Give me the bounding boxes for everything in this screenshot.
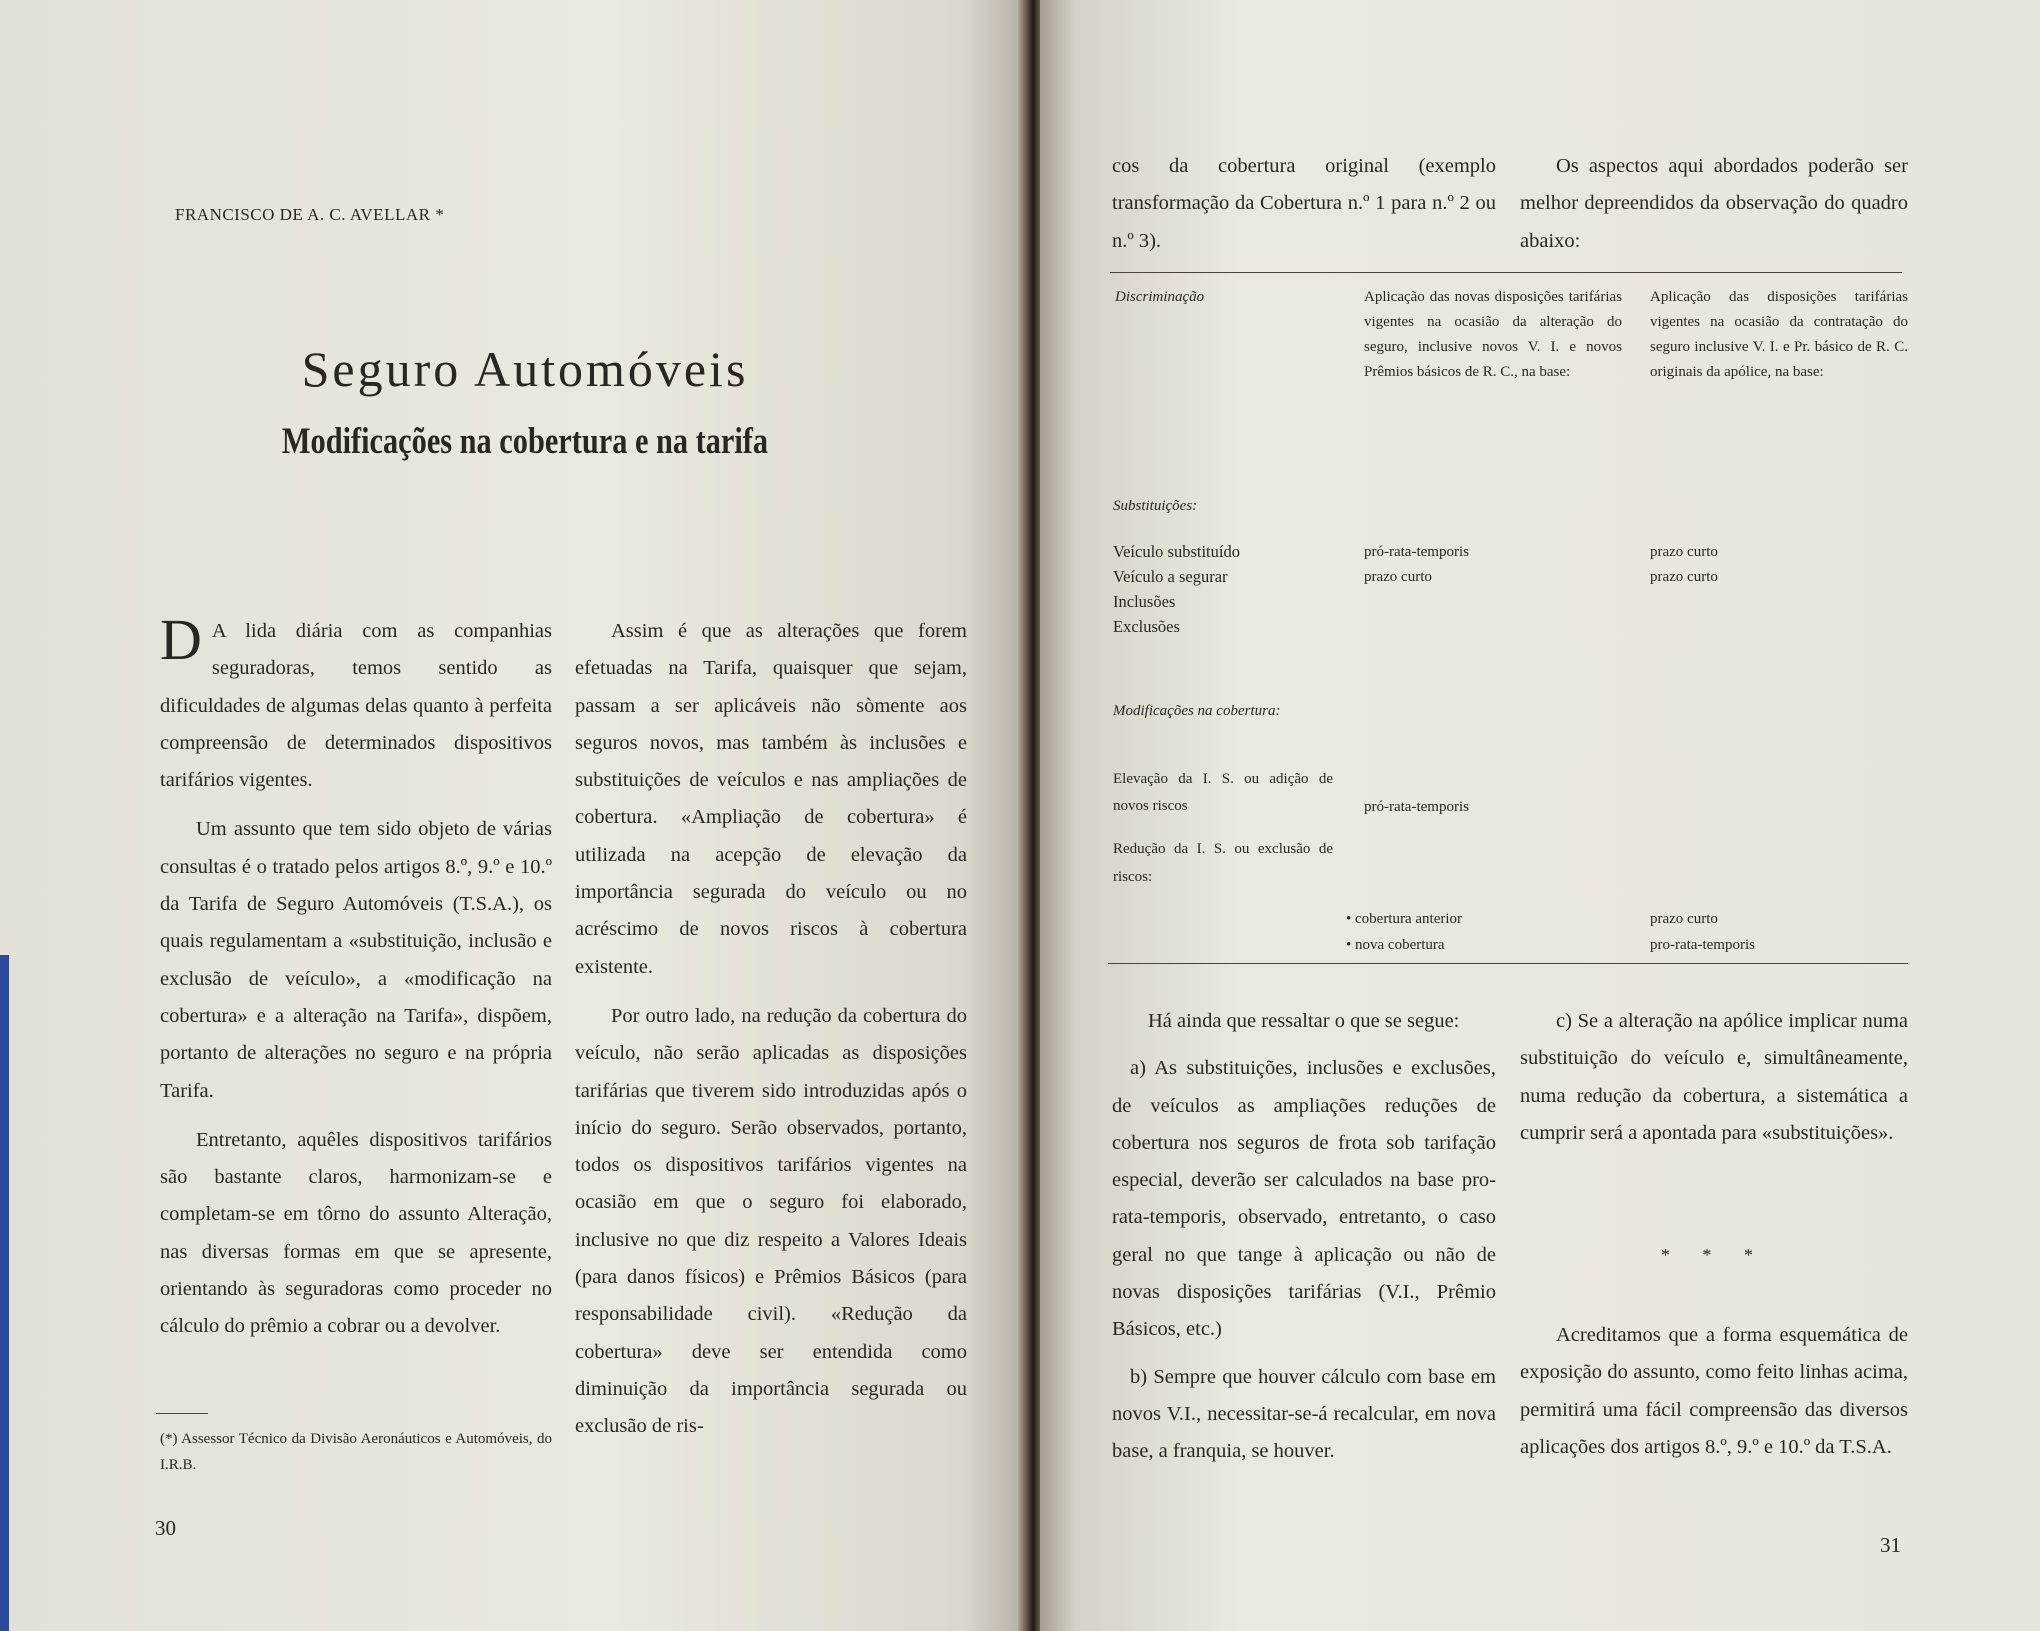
drop-cap: D <box>160 607 202 672</box>
left-column-1 <box>160 607 552 1346</box>
article-subtitle: Modificações na cobertura e na tarifa <box>281 421 769 462</box>
row-veiculo-substituido: Veículo substituído <box>1113 542 1240 561</box>
paragraph: Por outro lado, na redução da cobertura do veículo, não serão aplicadas as disposições tarifárias que tiverem sido introduzidas após o início do seguro. Serão observados, portanto, todos os dispositivos tarifários vigentes na ocasião em que o seguro foi elaborado, inclusive no que diz respeito a Valores Ideais (para danos físicos) e Prêmios Básicos (para responsabilidade civil). «Redução da cobertura» deve ser entendida como diminuição da importância segurada ou exclusão de ris- <box>575 1004 967 1438</box>
footnote-rule <box>156 1413 208 1414</box>
page-edge-strip <box>0 955 9 1631</box>
cell-red-col3-a: prazo curto <box>1650 911 1718 927</box>
paragraph: c) Se a alteração na apólice implicar numa substituição do veículo e, simultâneamente, numa redução da cobertura, a sistemática a cumprir será a apontada para «substituições». <box>1520 1010 1908 1144</box>
right-column-2 <box>1520 1003 1908 1152</box>
author-line: FRANCISCO DE A. C. AVELLAR * <box>175 205 445 224</box>
section-stars: * * * <box>1661 1245 1767 1265</box>
cell-sub-col2-b: prazo curto <box>1364 569 1432 585</box>
table-header-originais: Aplicação das disposições tarifárias vigentes na ocasião da contratação do seguro inclusive V. I. e Pr. básico de R. C. originais da apólice, na base: <box>1650 289 1908 380</box>
row-reducao: Redução da I. S. ou exclusão de riscos: <box>1113 841 1333 885</box>
row-inclusoes: Inclusões <box>1113 592 1176 611</box>
paragraph: Há ainda que ressaltar o que se segue: <box>1148 1010 1460 1032</box>
paragraph: b) Sempre que houver cálculo com base em novos V.I., necessitar-se-á recalcular, em nova base, a franquia, se houver. <box>1112 1365 1496 1463</box>
paragraph: Acreditamos que a forma esquemática de exposição do assunto, como feito linhas acima, permitirá uma fácil compreensão das diversos aplicações dos artigos 8.º, 9.º e 10.º da T.S.A. <box>1520 1324 1908 1458</box>
paragraph-text: A lida diária com as companhias seguradoras, temos sentido as dificuldades de algumas delas quanto à perfeita compreensão de determinados dispositivos tarifários vigentes. <box>160 620 552 792</box>
cell-sub-col2-a: pró-rata-temporis <box>1364 544 1469 560</box>
book-gutter <box>1018 0 1040 1631</box>
table-bottom-rule <box>1108 963 1908 964</box>
right-top-left-text <box>1112 148 1496 260</box>
cell-sub-col3-b: prazo curto <box>1650 569 1718 585</box>
paragraph: Entretanto, aquêles dispositivos tarifários são bastante claros, harmonizam-se e completam-se em tôrno do assunto Alteração, nas diversas formas em que se apresente, orientando às seguradoras como proceder no cálculo do prêmio a cobrar ou a devolver. <box>160 1128 552 1338</box>
cell-red-col2-a: • cobertura anterior <box>1346 911 1463 927</box>
page-number-right: 31 <box>1880 1533 1901 1557</box>
paragraph: Assim é que as alterações que forem efetuadas na Tarifa, quaisquer que sejam, passam a ser aplicáveis não sòmente aos seguros novos, mas também às inclusões e substituições de veículos e nas ampliações de cobertura. «Ampliação de cobertura» é utilizada na acepção de elevação da importância segurada do veículo ou no acréscimo de novos riscos à cobertura existente. <box>575 620 967 978</box>
right-column-2-bottom <box>1520 1317 1908 1466</box>
section-modificacoes: Modificações na cobertura: <box>1113 703 1281 719</box>
row-exclusoes: Exclusões <box>1113 617 1180 636</box>
cell-sub-col3-a: prazo curto <box>1650 544 1718 560</box>
right-column-1 <box>1112 1003 1496 1471</box>
paragraph <box>160 607 552 799</box>
page-number-left: 30 <box>155 1516 176 1540</box>
paragraph: Os aspectos aqui abordados poderão ser melhor depreendidos da observação do quadro abaixo: <box>1520 155 1908 252</box>
table-top-rule <box>1110 272 1902 273</box>
cell-elev-col2: pró-rata-temporis <box>1364 799 1469 815</box>
row-veiculo-a-segurar: Veículo a segurar <box>1113 567 1228 586</box>
section-substituicoes: Substituições: <box>1113 498 1198 514</box>
right-top-right-text <box>1520 148 1908 260</box>
article-title: Seguro Automóveis <box>301 341 749 397</box>
left-column-2 <box>575 613 967 1446</box>
table-header-discriminacao: Discriminação <box>1115 289 1205 305</box>
row-elevacao: Elevação da I. S. ou adição de novos riscos <box>1113 771 1333 814</box>
paragraph: a) As substituições, inclusões e exclusões, de veículos as ampliações reduções de cobertura nos seguros de frota sob tarifação especial, deverão ser calculados na base pro-rata-temporis, observado, entretanto, o caso geral no que tange à aplicação ou não de novas disposições tarifárias (V.I., Prêmio Básicos, etc.) <box>1112 1057 1496 1341</box>
cell-red-col2-b: • nova cobertura <box>1346 937 1445 953</box>
paragraph: Um assunto que tem sido objeto de várias consultas é o tratado pelos artigos 8.º, 9.º e 10.º da Tarifa de Seguro Automóveis (T.S.A.), os quais regulamentam a «substituição, inclusão e exclusão de veículo», a «modificação na cobertura» e a alteração na Tarifa», dispõem, portanto de alterações no seguro e na própria Tarifa. <box>160 818 552 1102</box>
cell-red-col3-b: pro-rata-temporis <box>1650 937 1755 953</box>
table-header-novas: Aplicação das novas disposições tarifárias vigentes na ocasião da alteração do seguro, inclusive novos V. I. e novos Prêmios básicos de R. C., na base: <box>1364 289 1622 380</box>
footnote: (*) Assessor Técnico da Divisão Aeronáuticos e Automóveis, do I.R.B. <box>160 1431 552 1473</box>
paragraph: cos da cobertura original (exemplo transformação da Cobertura n.º 1 para n.º 2 ou n.º 3). <box>1112 155 1496 252</box>
